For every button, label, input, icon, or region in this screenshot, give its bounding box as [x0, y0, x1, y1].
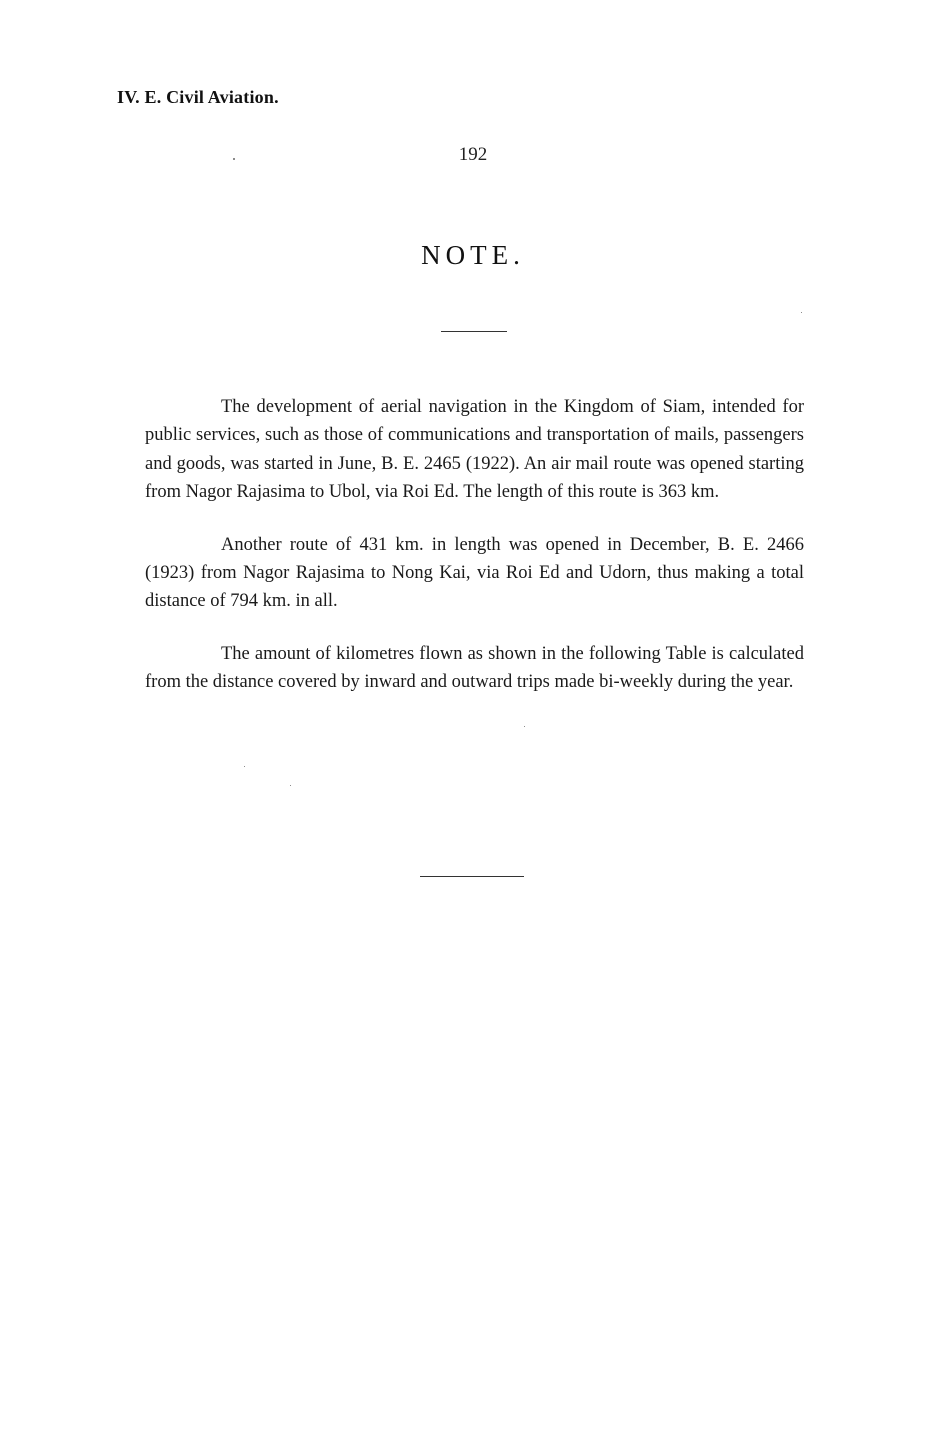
end-divider: [420, 876, 524, 877]
note-title: NOTE.: [421, 240, 525, 270]
scan-speck: [524, 726, 525, 727]
paragraph-1: The development of aerial navigation in the Kingdom of Siam, intended for public services, such as those of communications and transportation of mails, passengers and goods, was started in June, B. E. 2465 (1922). An air mail route was opened starting from Nagor Rajasima to Ubol, via Roi Ed. The length of this route is 363 km.: [145, 397, 804, 503]
paragraph-3: The amount of kilometres flown as shown in the following Table is calculated from the distance covered by inward and outward trips made bi-weekly during the year.: [145, 643, 804, 693]
scan-speck: [233, 158, 235, 160]
scan-speck: [290, 785, 291, 786]
scan-speck: [801, 312, 802, 313]
page-number: 192: [458, 144, 488, 165]
paragraph-2: Another route of 431 km. in length was opened in December, B. E. 2466 (1923) from Nagor Rajasima to Nong Kai, via Roi Ed and Udorn, thus making a total distance of 794 km. in all.: [145, 534, 804, 612]
note-body: [145, 393, 804, 721]
section-header: IV. E. Civil Aviation.: [117, 87, 279, 107]
title-divider: [441, 331, 507, 332]
scan-speck: [244, 766, 245, 767]
